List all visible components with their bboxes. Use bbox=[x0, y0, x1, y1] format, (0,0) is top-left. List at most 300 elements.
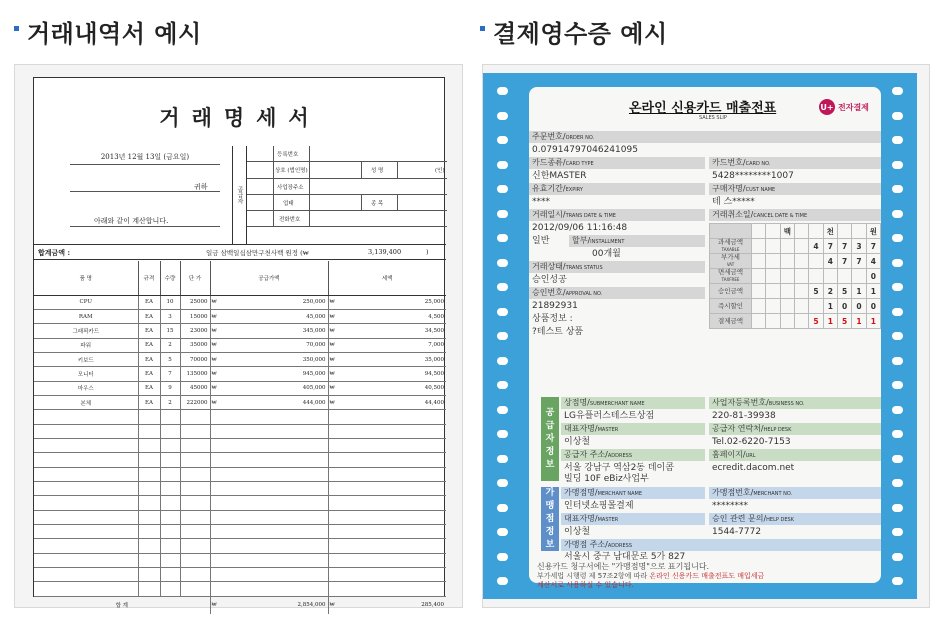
table-row bbox=[34, 367, 446, 381]
uplus-logo-text: 전자결제 bbox=[838, 102, 869, 112]
supplier-side-char: 자 bbox=[545, 433, 555, 444]
supplier-row: 상호 (법인명) 성 명 (인) bbox=[247, 162, 447, 178]
amount-digit: 4 bbox=[823, 254, 837, 269]
punch-hole bbox=[892, 87, 903, 95]
invoice-total-bar bbox=[34, 244, 446, 260]
item-supply: ₩ 345,000 bbox=[210, 324, 328, 338]
punch-hole bbox=[892, 528, 903, 536]
amount-digit bbox=[752, 239, 766, 254]
amount-digit: 1 bbox=[823, 314, 837, 329]
item-supply: ₩ 405,000 bbox=[210, 381, 328, 395]
url-value: ecredit.dacom.net bbox=[712, 463, 795, 473]
won-sign: ₩ bbox=[329, 385, 335, 392]
merchant-side-char: 맹 bbox=[545, 500, 555, 511]
punch-hole bbox=[892, 430, 903, 438]
punch-hole bbox=[497, 504, 508, 512]
punch-hole bbox=[497, 210, 508, 218]
item-spec: EA bbox=[138, 309, 160, 323]
status-value: 승인성공 bbox=[532, 275, 567, 285]
table-row-empty bbox=[34, 410, 446, 424]
amount-digit bbox=[837, 269, 851, 284]
help-desk-value: Tel.02-6220-7153 bbox=[712, 437, 791, 447]
table-row-empty bbox=[34, 582, 446, 596]
supplier-side-label: 공급자 bbox=[233, 146, 247, 244]
item-tax: ₩ 35,000 bbox=[328, 352, 446, 366]
amount-digit: 0 bbox=[837, 299, 851, 314]
item-unit-price: 25000 bbox=[180, 295, 210, 309]
item-supply: ₩ 250,000 bbox=[210, 295, 328, 309]
sub-merchant-value: LG유플러스테스트상점 bbox=[564, 411, 655, 421]
item-qty: 9 bbox=[160, 381, 180, 395]
amount-row bbox=[710, 254, 881, 269]
table-row-empty bbox=[34, 553, 446, 567]
amount-digit bbox=[823, 269, 837, 284]
amount-digit bbox=[766, 314, 780, 329]
punch-hole bbox=[497, 528, 508, 536]
amount-digit bbox=[780, 269, 794, 284]
amount-label: 승인금액 bbox=[710, 284, 752, 299]
merchant-address-value: 서울시 중구 남대문로 5가 827 bbox=[564, 552, 686, 562]
order-value: 0.07914797046241095 bbox=[532, 145, 638, 155]
receipt-note-2: 부가세법 시행령 제 57조2항에 따라 온라인 신용카드 매출전표도 매입세금 bbox=[537, 572, 765, 580]
invoice-example-image[interactable] bbox=[14, 64, 463, 608]
won-sign: ₩ bbox=[329, 370, 335, 377]
sum-label: 합 계 bbox=[34, 596, 210, 614]
invoice-document bbox=[33, 77, 445, 610]
amount-digit: 0 bbox=[866, 299, 880, 314]
receipt-note-1: 신용카드 청구서에는 "가맹점명"으로 표기됩니다. bbox=[537, 562, 710, 571]
punch-hole bbox=[497, 381, 508, 389]
item-spec: EA bbox=[138, 324, 160, 338]
amount-digit: 1 bbox=[852, 284, 866, 299]
amount-digit bbox=[766, 254, 780, 269]
amount-row bbox=[710, 239, 881, 254]
amount-digit: 7 bbox=[852, 254, 866, 269]
item-spec: EA bbox=[138, 381, 160, 395]
supplier-row: 사업장주소 bbox=[247, 179, 447, 195]
biz-no-label: 사업자등록번호/BUSINESS NO. bbox=[709, 397, 881, 409]
rep-label: 대표자명/MASTER bbox=[561, 423, 705, 435]
amount-digit: 2 bbox=[823, 284, 837, 299]
supplier-side-char: 급 bbox=[545, 420, 555, 431]
merchant-no-value: ******** bbox=[712, 501, 748, 511]
total-text: 일금 삼백일십삼만구천사백 원정 (₩ bbox=[206, 249, 309, 257]
status-label: 거래상태/TRANS STATUS bbox=[529, 261, 705, 273]
won-sign: ₩ bbox=[211, 385, 217, 392]
column-header: 세액 bbox=[328, 261, 446, 295]
amount-digit bbox=[794, 269, 808, 284]
column-header: 품 명 bbox=[34, 261, 138, 295]
expiry-value: **** bbox=[532, 197, 550, 207]
item-tax: ₩ 7,000 bbox=[328, 338, 446, 352]
total-label: 합계금액 : bbox=[38, 248, 71, 257]
buyer-value: 테 스***** bbox=[712, 197, 755, 207]
punch-hole bbox=[892, 406, 903, 414]
merchant-rep-label: 대표자명/MASTER bbox=[561, 513, 705, 525]
amount-unit bbox=[752, 224, 766, 239]
punch-hole bbox=[497, 161, 508, 169]
amount-digit bbox=[752, 314, 766, 329]
amount-row bbox=[710, 299, 881, 314]
invoice-items-table bbox=[34, 261, 446, 614]
memo-line bbox=[70, 226, 220, 227]
item-tax: ₩ 34,500 bbox=[328, 324, 446, 338]
item-spec: EA bbox=[138, 352, 160, 366]
installment-value: 00개월 bbox=[592, 249, 621, 259]
total-amount: 3,139,400 bbox=[368, 248, 402, 256]
merchant-address-label: 가맹점 주소/ADDRESS bbox=[561, 539, 881, 551]
won-sign: ₩ bbox=[329, 342, 335, 349]
invoice-memo: 아래와 같이 계산합니다. bbox=[94, 217, 169, 225]
trans-date-value: 2012/09/06 11:16:48 bbox=[532, 223, 628, 233]
recipient-line bbox=[70, 191, 220, 192]
invoice-example-heading bbox=[14, 14, 202, 49]
item-unit-price: 135000 bbox=[180, 367, 210, 381]
table-row-empty bbox=[34, 438, 446, 452]
amount-digit bbox=[766, 299, 780, 314]
card-type-label: 카드종류/CARD TYPE bbox=[529, 157, 705, 169]
merchant-no-label: 가맹점번호/MERCHANT NO. bbox=[709, 487, 881, 499]
table-row-empty bbox=[34, 453, 446, 467]
supplier-row: 업태 종 목 bbox=[247, 195, 447, 211]
invoice-example-title: 거래내역서 예시 bbox=[27, 20, 202, 48]
won-sign: ₩ bbox=[329, 356, 335, 363]
supplier-row: 등록번호 bbox=[247, 146, 447, 162]
amount-digit bbox=[752, 284, 766, 299]
item-tax: ₩ 94,500 bbox=[328, 367, 446, 381]
punch-hole bbox=[497, 136, 508, 144]
amount-digit bbox=[794, 254, 808, 269]
table-row bbox=[34, 338, 446, 352]
expiry-label: 유효기간/EXPIRY bbox=[529, 183, 705, 195]
rep-value: 이상철 bbox=[564, 437, 591, 447]
amount-digit: 5 bbox=[809, 284, 823, 299]
amount-digit: 5 bbox=[837, 314, 851, 329]
receipt-example-image[interactable] bbox=[482, 64, 930, 608]
punch-hole bbox=[497, 112, 508, 120]
amount-digit bbox=[752, 299, 766, 314]
merchant-side-char: 정 bbox=[545, 526, 555, 537]
punch-hole bbox=[892, 210, 903, 218]
amount-unit bbox=[837, 224, 851, 239]
table-row-empty bbox=[34, 525, 446, 539]
column-header: 수량 bbox=[160, 261, 180, 295]
amount-digit: 1 bbox=[866, 284, 880, 299]
receipt-example-title: 결제영수증 예시 bbox=[493, 20, 668, 48]
item-supply: ₩ 70,000 bbox=[210, 338, 328, 352]
sum-tax: ₩ 285,400 bbox=[328, 596, 446, 614]
amount-unit: 백 bbox=[780, 224, 794, 239]
item-spec: EA bbox=[138, 338, 160, 352]
amount-digit: 5 bbox=[837, 284, 851, 299]
amount-row bbox=[710, 284, 881, 299]
total-close: ) bbox=[426, 248, 429, 256]
item-qty: 3 bbox=[160, 309, 180, 323]
amount-digit bbox=[780, 299, 794, 314]
punch-hole bbox=[892, 234, 903, 242]
amount-digit bbox=[794, 239, 808, 254]
merchant-help-value: 1544-7772 bbox=[712, 527, 762, 537]
punch-hole bbox=[892, 136, 903, 144]
amount-unit: 원 bbox=[866, 224, 880, 239]
pay-type: 일반 bbox=[532, 236, 550, 246]
table-row-empty bbox=[34, 496, 446, 510]
amount-label: 결제금액 bbox=[710, 314, 752, 329]
punch-hole bbox=[497, 577, 508, 585]
amount-digit: 7 bbox=[837, 239, 851, 254]
heading-bullet-icon bbox=[14, 26, 19, 31]
supplier-side-char: 보 bbox=[545, 459, 555, 470]
amount-label: 면세금액 TAXFREE bbox=[710, 269, 752, 284]
invoice-title: 거래명세서 bbox=[159, 105, 321, 130]
won-sign: ₩ bbox=[211, 370, 217, 377]
item-spec: EA bbox=[138, 295, 160, 309]
item-supply: ₩ 350,000 bbox=[210, 352, 328, 366]
receipt-example-heading bbox=[480, 14, 668, 49]
punch-hole bbox=[497, 332, 508, 340]
amount-digit bbox=[780, 254, 794, 269]
amount-digit bbox=[766, 239, 780, 254]
receipt-note-3: 계산서로 사용하실 수 있습니다. bbox=[537, 581, 634, 589]
address-value-2: 빌딩 10F eBiz사업부 bbox=[564, 474, 649, 484]
amount-digit: 4 bbox=[866, 254, 880, 269]
supplier-info-side bbox=[541, 397, 559, 481]
punch-hole bbox=[497, 479, 508, 487]
won-sign: ₩ bbox=[211, 602, 217, 609]
installment-label: 할부/INSTALLMENT bbox=[569, 235, 705, 247]
merchant-side-char: 가 bbox=[545, 487, 555, 498]
punch-hole bbox=[892, 479, 903, 487]
amount-row bbox=[710, 314, 881, 329]
table-row-empty bbox=[34, 510, 446, 524]
amount-digit bbox=[752, 254, 766, 269]
table-row-empty bbox=[34, 568, 446, 582]
item-name: 본체 bbox=[34, 395, 138, 409]
amount-digit: 7 bbox=[823, 239, 837, 254]
product-value: ?테스트 상품 bbox=[532, 327, 584, 337]
won-sign: ₩ bbox=[211, 313, 217, 320]
amount-unit-row bbox=[710, 224, 881, 239]
amount-digit bbox=[809, 269, 823, 284]
amount-digit bbox=[852, 269, 866, 284]
receipt-slip bbox=[483, 73, 917, 599]
table-sum-row bbox=[34, 596, 446, 614]
table-row-empty bbox=[34, 467, 446, 481]
invoice-date: 2013년 12월 13일 (금요일) bbox=[70, 152, 220, 165]
won-sign: ₩ bbox=[329, 327, 335, 334]
punch-hole bbox=[497, 87, 508, 95]
column-header: 공급가액 bbox=[210, 261, 328, 295]
amount-digit bbox=[794, 284, 808, 299]
punch-hole bbox=[497, 357, 508, 365]
trans-date-label: 거래일시/TRANS DATE & TIME bbox=[529, 209, 705, 221]
amount-digit: 5 bbox=[809, 314, 823, 329]
amount-digit bbox=[780, 239, 794, 254]
amount-digit: 1 bbox=[866, 314, 880, 329]
item-supply: ₩ 45,000 bbox=[210, 309, 328, 323]
amount-row bbox=[710, 269, 881, 284]
item-supply: ₩ 945,000 bbox=[210, 367, 328, 381]
item-qty: 2 bbox=[160, 338, 180, 352]
punch-hole bbox=[892, 455, 903, 463]
punch-hole bbox=[497, 259, 508, 267]
uplus-logo bbox=[819, 99, 869, 115]
punch-hole bbox=[892, 577, 903, 585]
url-label: 홈페이지/URL bbox=[709, 449, 881, 461]
punch-hole bbox=[497, 283, 508, 291]
merchant-side-char: 보 bbox=[545, 539, 555, 550]
address-value-1: 서울 강남구 역삼2동 데이콤 bbox=[564, 463, 674, 473]
supplier-row: 전화번호 bbox=[247, 211, 447, 227]
punch-hole bbox=[892, 381, 903, 389]
receipt-paper bbox=[529, 87, 881, 589]
item-qty: 10 bbox=[160, 295, 180, 309]
amount-label: 즉시할인 bbox=[710, 299, 752, 314]
won-sign: ₩ bbox=[211, 399, 217, 406]
table-row-empty bbox=[34, 424, 446, 438]
punch-hole bbox=[892, 504, 903, 512]
table-row bbox=[34, 395, 446, 409]
amount-digit: 7 bbox=[866, 239, 880, 254]
amount-digit bbox=[766, 269, 780, 284]
buyer-label: 구매자명/CUST NAME bbox=[709, 183, 881, 195]
address-label: 공급자 주소/ADDRESS bbox=[561, 449, 705, 461]
item-unit-price: 23000 bbox=[180, 324, 210, 338]
item-unit-price: 35000 bbox=[180, 338, 210, 352]
won-sign: ₩ bbox=[211, 299, 217, 306]
table-row bbox=[34, 309, 446, 323]
punch-hole bbox=[892, 308, 903, 316]
punch-hole bbox=[497, 455, 508, 463]
receipt-title: 온라인 신용카드 매출전표 bbox=[629, 101, 777, 116]
item-name: 마우스 bbox=[34, 381, 138, 395]
punch-hole bbox=[892, 112, 903, 120]
punch-hole bbox=[892, 259, 903, 267]
item-name: 모니터 bbox=[34, 367, 138, 381]
merchant-name-label: 가맹점명/MERCHANT NAME bbox=[561, 487, 705, 499]
item-qty: 2 bbox=[160, 395, 180, 409]
sum-supply: ₩ 2,854,000 bbox=[210, 596, 328, 614]
amount-digit: 7 bbox=[837, 254, 851, 269]
card-no-label: 카드번호/CARD NO. bbox=[709, 157, 881, 169]
item-tax: ₩ 25,000 bbox=[328, 295, 446, 309]
amount-digit bbox=[794, 314, 808, 329]
amount-unit bbox=[809, 224, 823, 239]
card-type-value: 신한MASTER bbox=[532, 171, 587, 181]
punch-hole bbox=[497, 430, 508, 438]
item-name: 파워 bbox=[34, 338, 138, 352]
amount-unit bbox=[766, 224, 780, 239]
punch-hole bbox=[497, 185, 508, 193]
supplier-side-char: 공 bbox=[545, 407, 555, 418]
approval-value: 21892931 bbox=[532, 301, 578, 311]
table-row-empty bbox=[34, 481, 446, 495]
receipt-subtitle: SALES SLIP bbox=[699, 115, 727, 121]
item-supply: ₩ 444,000 bbox=[210, 395, 328, 409]
amount-digit bbox=[752, 269, 766, 284]
item-name: 키보드 bbox=[34, 352, 138, 366]
amount-unit: 천 bbox=[823, 224, 837, 239]
item-name: RAM bbox=[34, 309, 138, 323]
amount-digit bbox=[766, 284, 780, 299]
amount-digit: 1 bbox=[823, 299, 837, 314]
item-spec: EA bbox=[138, 395, 160, 409]
punch-hole bbox=[892, 185, 903, 193]
punch-hole bbox=[892, 161, 903, 169]
amount-unit bbox=[794, 224, 808, 239]
uplus-logo-icon: U+ bbox=[819, 99, 835, 115]
table-row bbox=[34, 324, 446, 338]
amount-digit: 0 bbox=[866, 269, 880, 284]
table-row bbox=[34, 381, 446, 395]
punch-hole bbox=[497, 553, 508, 561]
approval-label: 승인번호/APPROVAL NO. bbox=[529, 287, 705, 299]
invoice-recipient: 귀하 bbox=[194, 183, 208, 191]
sub-merchant-label: 상점명/SUBMERCHANT NAME bbox=[561, 397, 705, 409]
amount-digit bbox=[809, 299, 823, 314]
item-name: CPU bbox=[34, 295, 138, 309]
item-qty: 15 bbox=[160, 324, 180, 338]
punch-hole bbox=[497, 308, 508, 316]
item-unit-price: 70000 bbox=[180, 352, 210, 366]
amount-digit bbox=[794, 299, 808, 314]
amount-grid bbox=[709, 223, 881, 329]
card-no-value: 5428********1007 bbox=[712, 171, 794, 181]
punch-hole bbox=[892, 553, 903, 561]
punch-hole bbox=[892, 332, 903, 340]
item-tax: ₩ 4,500 bbox=[328, 309, 446, 323]
table-row bbox=[34, 352, 446, 366]
punch-hole bbox=[497, 406, 508, 414]
item-qty: 5 bbox=[160, 352, 180, 366]
help-desk-label: 공급자 연락처/HELP DESK bbox=[709, 423, 881, 435]
amount-digit: 4 bbox=[809, 239, 823, 254]
won-sign: ₩ bbox=[211, 327, 217, 334]
product-label: 상품정보 : bbox=[532, 314, 573, 324]
punch-hole bbox=[892, 283, 903, 291]
punch-hole bbox=[497, 234, 508, 242]
item-spec: EA bbox=[138, 367, 160, 381]
biz-no-value: 220-81-39938 bbox=[712, 411, 776, 421]
cancel-date-label: 거래취소일/CANCEL DATE & TIME bbox=[709, 209, 881, 221]
item-qty: 7 bbox=[160, 367, 180, 381]
table-row bbox=[34, 295, 446, 309]
merchant-help-label: 승인 관련 문의/HELP DESK bbox=[709, 513, 881, 525]
supplier-box bbox=[232, 146, 446, 244]
column-header: 단 가 bbox=[180, 261, 210, 295]
heading-bullet-icon bbox=[480, 26, 485, 31]
item-unit-price: 45000 bbox=[180, 381, 210, 395]
merchant-name-value: 인터넷쇼핑몰결제 bbox=[564, 501, 634, 511]
amount-label: 과세금액 TAXABLE bbox=[710, 239, 752, 254]
amount-digit bbox=[780, 314, 794, 329]
amount-digit: 3 bbox=[852, 239, 866, 254]
item-unit-price: 222000 bbox=[180, 395, 210, 409]
table-header-row bbox=[34, 261, 446, 295]
won-sign: ₩ bbox=[329, 299, 335, 306]
won-sign: ₩ bbox=[211, 356, 217, 363]
column-header: 규격 bbox=[138, 261, 160, 295]
amount-label: 부가세 VAT bbox=[710, 254, 752, 269]
merchant-side-char: 점 bbox=[545, 513, 555, 524]
amount-digit: 1 bbox=[852, 314, 866, 329]
item-unit-price: 15000 bbox=[180, 309, 210, 323]
amount-digit bbox=[809, 254, 823, 269]
order-label: 주문번호/ORDER NO. bbox=[529, 131, 881, 143]
item-tax: ₩ 44,400 bbox=[328, 395, 446, 409]
amount-unit bbox=[852, 224, 866, 239]
item-tax: ₩ 40,500 bbox=[328, 381, 446, 395]
